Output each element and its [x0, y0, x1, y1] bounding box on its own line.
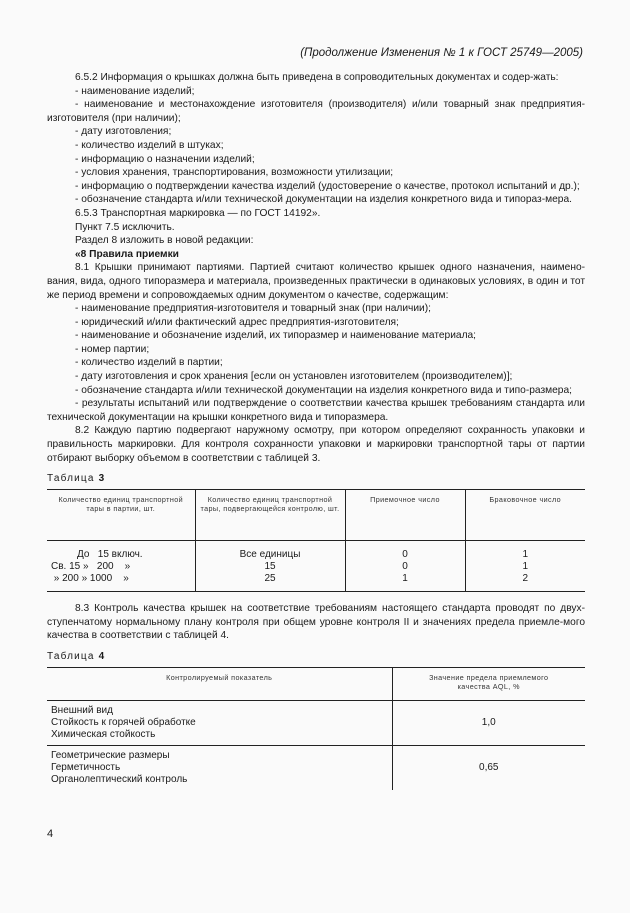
list-item: - количество изделий в партии;: [75, 357, 223, 369]
clause-8-3: 8.3 Контроль качества крышек на соответствие требованиям настоящего стандарта проводят по двух-ступенчатому нормальному плану контроля при общем уровне контроля II и значениях предела приемле-мого качества в соответствии с таблицей 4.: [47, 603, 585, 642]
column-header: Контролируемый показатель: [47, 668, 392, 701]
rejection-number-cell: 2: [522, 573, 529, 585]
list-item: - наименование и местонахождение изготовителя (производителя) и/или товарный знак предприятия-изготовителя (при наличии);: [47, 99, 585, 124]
list-item: - количество изделий в штуках;: [75, 139, 224, 151]
indicator-cell: Химическая стойкость: [51, 729, 156, 740]
list-item: - юридический и/или фактический адрес предприятия-изготовителя;: [75, 316, 399, 328]
lot-size-cell: До 15 включ.: [77, 549, 143, 561]
table-3-caption: [47, 473, 585, 484]
list-item: - условия хранения, транспортирования, возможности утилизации;: [75, 167, 394, 179]
list-item: - наименование предприятия-изготовителя и товарный знак (при наличии);: [75, 303, 431, 315]
sample-size-cell: 25: [264, 573, 276, 585]
list-item: - обозначение стандарта и/или технической документации на изделия конкретного вида и типо-размера;: [75, 384, 572, 396]
aql-value-cell: 0,65: [479, 762, 499, 773]
list-item: - дату изготовления и срок хранения [если он установлен изготовителем (производителем)];: [75, 371, 513, 383]
rejection-number-cell: 1: [522, 549, 529, 561]
document-body: [47, 71, 585, 790]
column-header: Приемочное число: [345, 490, 465, 541]
table-header-row: [47, 668, 585, 701]
sample-size-cell: Все единицы: [239, 549, 301, 561]
acceptance-number-cell: 0: [402, 561, 408, 573]
amendment-instruction: Пункт 7.5 исключить.: [75, 221, 175, 233]
running-header: (Продолжение Изменения № 1 к ГОСТ 25749—2005): [300, 47, 583, 59]
list-item: - дату изготовления;: [75, 126, 172, 138]
clause-6-5-2: 6.5.2 Информация о крышках должна быть приведена в сопроводительных документах и содер-жать:: [75, 72, 559, 83]
amendment-instruction: Раздел 8 изложить в новой редакции:: [75, 235, 254, 247]
lot-size-cell: » 200 » 1000 »: [51, 573, 129, 585]
column-header: Браковочное число: [465, 490, 585, 541]
list-item: - результаты испытаний или подтверждение о соответствии качества крышек требованиям стандарта или технической документации на крышки конкретного вида и типоразмера.: [47, 398, 585, 423]
table-4-caption: [47, 651, 585, 662]
indicator-cell: Стойкость к горячей обработке: [51, 717, 196, 728]
table-row: [47, 701, 585, 746]
list-item: - информацию о назначении изделий;: [75, 153, 255, 165]
indicator-cell: Герметичность: [51, 762, 121, 773]
indicator-cell: Геометрические размеры: [51, 750, 170, 761]
table-caption-word: Таблица: [47, 473, 95, 485]
table-caption-word: Таблица: [47, 651, 95, 662]
clause-8-2: 8.2 Каждую партию подвергают наружному осмотру, при котором определяют сохранность упаковки и правильность маркировки. Для контроля сохранности упаковки и маркировки транспортной тары от партии отбирают выборку объемом в соответствии с таблицей 3.: [47, 425, 585, 464]
list-item: - номер партии;: [75, 343, 150, 355]
table-caption-number: 3: [98, 473, 105, 485]
table-row: [47, 746, 585, 791]
table-header-row: [47, 490, 585, 541]
indicator-cell: Органолептический контроль: [51, 774, 188, 785]
lot-size-cell: Св. 15 » 200 »: [51, 561, 131, 573]
list-item: - наименование изделий;: [75, 85, 195, 97]
acceptance-number-cell: 1: [402, 573, 408, 585]
table-row: [47, 541, 585, 592]
acceptance-number-cell: 0: [402, 549, 408, 561]
list-item: - наименование и обозначение изделий, их типоразмер и наименование материала;: [75, 330, 477, 342]
section-8-title: «8 Правила приемки: [75, 248, 179, 260]
list-item: - обозначение стандарта и/или технической документации на изделия конкретного вида и типораз-мера.: [75, 194, 572, 206]
list-item: - информацию о подтверждении качества изделий (удостоверение о качестве, протокол испытаний и др.);: [75, 180, 580, 192]
indicator-cell: Внешний вид: [51, 705, 113, 716]
aql-value-cell: 1,0: [392, 701, 585, 746]
column-header: Значение предела приемлемого качества AQL, %: [392, 668, 585, 701]
column-header: Количество единиц транспортной тары в партии, шт.: [47, 490, 195, 541]
table-caption-number: 4: [98, 651, 105, 662]
table-3: [47, 489, 585, 592]
clause-6-5-3: 6.5.3 Транспортная маркировка — по ГОСТ 14192».: [75, 207, 321, 219]
column-header: Количество единиц транспортной тары, подвергающейся контролю, шт.: [195, 490, 345, 541]
clause-8-1: 8.1 Крышки принимают партиями. Партией считают количество крышек одного назначения, наимено-вания, вида, одного типоразмера и материала, произведенных практически в одинаковых условиях, в один и тот же период времени и сопровождаемых одним документом о качестве, содержащим:: [47, 262, 585, 301]
table-4: [47, 667, 585, 790]
rejection-number-cell: 1: [522, 561, 529, 573]
page-number: 4: [47, 828, 54, 840]
sample-size-cell: 15: [264, 561, 276, 573]
